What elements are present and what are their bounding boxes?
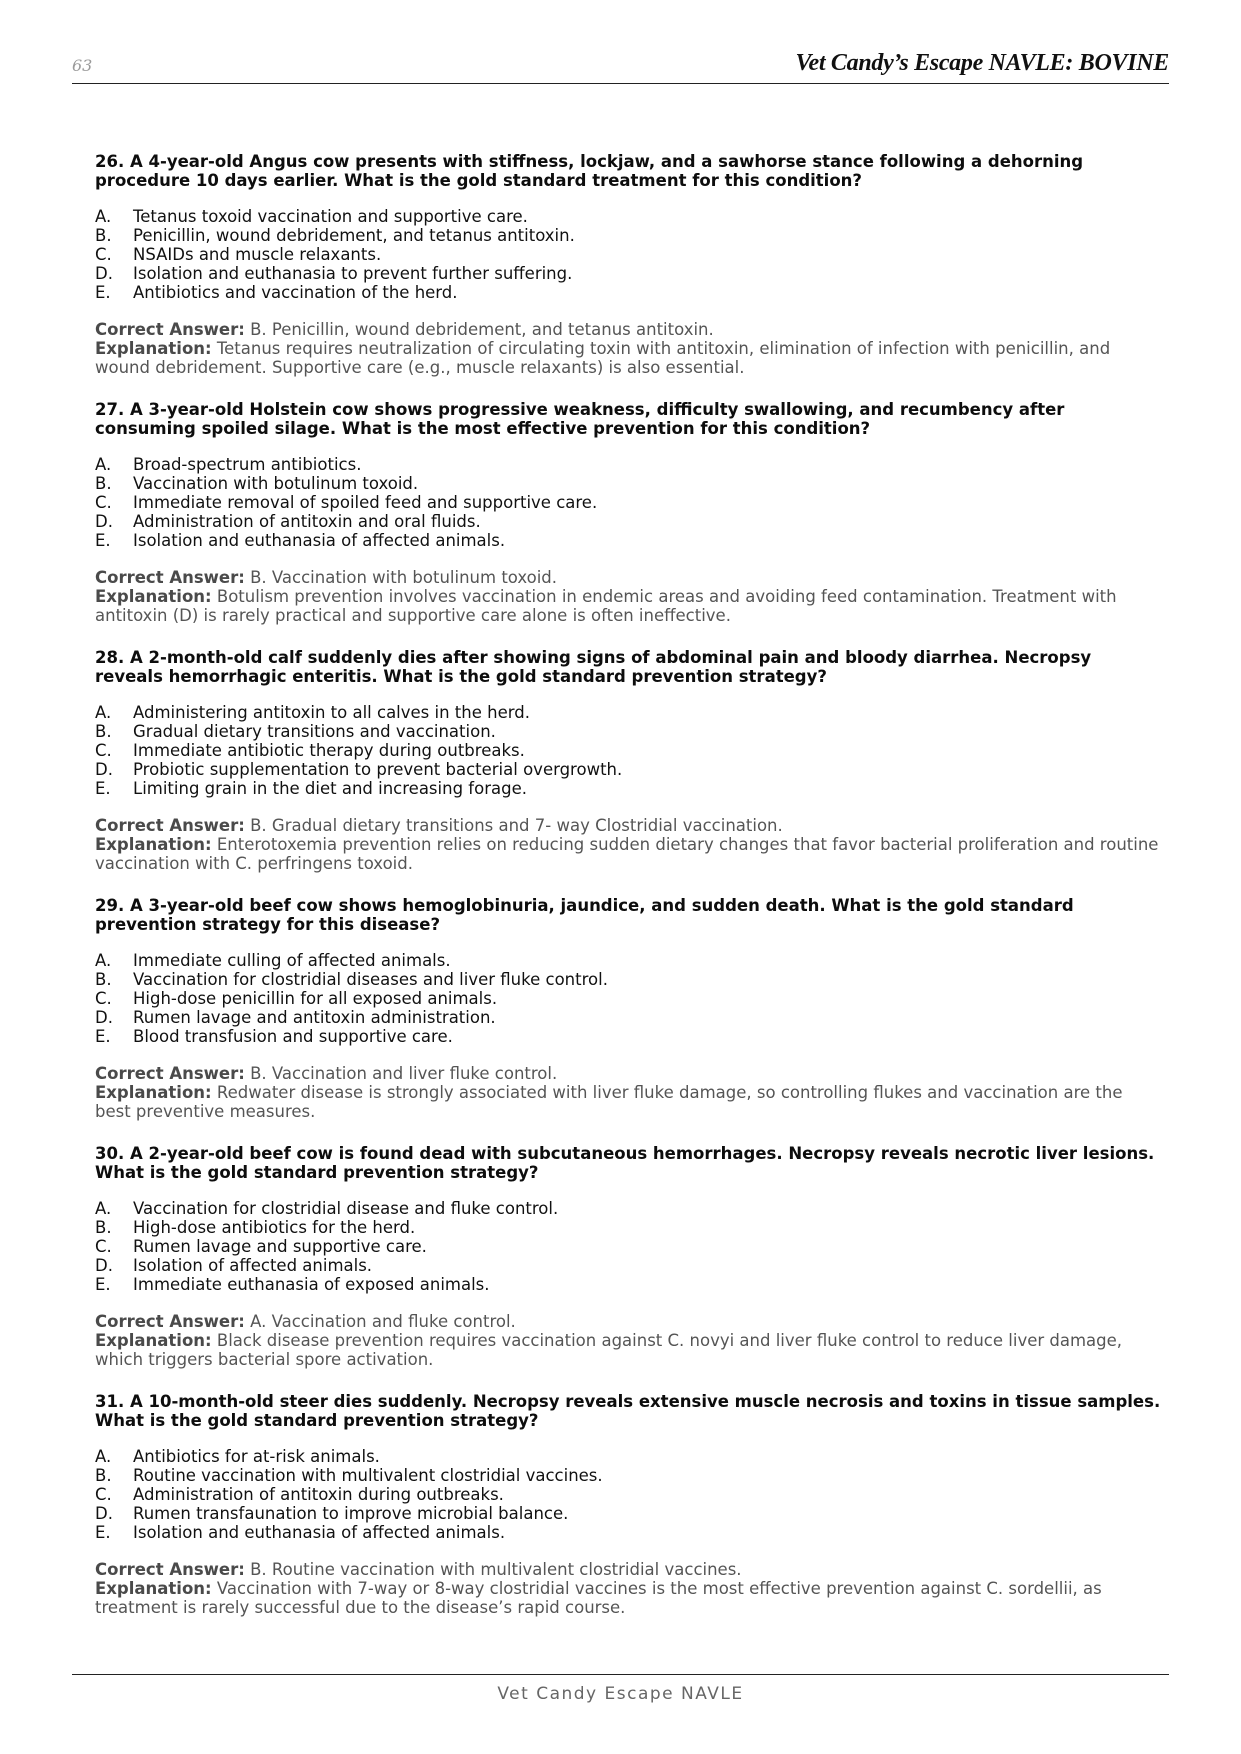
option-list: [95, 207, 1161, 302]
option-text: Vaccination for clostridial disease and fluke control.: [133, 1199, 559, 1218]
option-b: [95, 1466, 1161, 1485]
option-c: [95, 245, 1161, 264]
explanation-text: Black disease prevention requires vaccination against C. novyi and liver fluke control to reduce liver damage, which triggers bacterial spore activation.: [95, 1331, 1123, 1369]
option-text: Vaccination with botulinum toxoid.: [133, 474, 419, 493]
question-title: 29. A 3-year-old beef cow shows hemoglobinuria, jaundice, and sudden death. What is the gold standard prevention strategy for this disease?: [95, 896, 1074, 934]
option-letter: E.: [95, 779, 111, 798]
option-text: Administration of antitoxin and oral fluids.: [133, 512, 481, 531]
option-text: Broad-spectrum antibiotics.: [133, 455, 362, 474]
option-letter: C.: [95, 1237, 112, 1256]
explanation: [95, 339, 1161, 377]
option-c: [95, 989, 1161, 1008]
correct-answer: [95, 1312, 1161, 1331]
correct-answer-label: Correct Answer:: [95, 320, 245, 339]
explanation-label: Explanation:: [95, 1331, 212, 1350]
question-title: 27. A 3-year-old Holstein cow shows progressive weakness, difficulty swallowing, and recumbency after consuming spoiled silage. What is the most effective prevention for this condition?: [95, 400, 1065, 438]
option-text: Penicillin, wound debridement, and tetanus antitoxin.: [133, 226, 575, 245]
explanation-label: Explanation:: [95, 587, 212, 606]
option-text: Isolation and euthanasia of affected animals.: [133, 531, 506, 550]
option-list: [95, 455, 1161, 550]
option-letter: B.: [95, 1218, 112, 1237]
option-letter: E.: [95, 1275, 111, 1294]
correct-answer: [95, 320, 1161, 339]
option-text: Isolation and euthanasia to prevent further suffering.: [133, 264, 573, 283]
option-list: [95, 1447, 1161, 1542]
correct-answer-label: Correct Answer:: [95, 816, 245, 835]
option-a: [95, 1199, 1161, 1218]
correct-answer: [95, 1560, 1161, 1579]
option-letter: E.: [95, 1523, 111, 1542]
question-28: [95, 648, 1161, 873]
question-27: [95, 400, 1161, 625]
option-e: [95, 1027, 1161, 1046]
option-letter: A.: [95, 951, 112, 970]
explanation: [95, 1579, 1161, 1617]
answer-block: [95, 1312, 1161, 1369]
option-b: [95, 226, 1161, 245]
option-list: [95, 1199, 1161, 1294]
option-d: [95, 512, 1161, 531]
explanation: [95, 1083, 1161, 1121]
page-number: 63: [72, 56, 93, 75]
option-text: Blood transfusion and supportive care.: [133, 1027, 453, 1046]
option-a: [95, 455, 1161, 474]
option-letter: B.: [95, 722, 112, 741]
option-letter: B.: [95, 474, 112, 493]
correct-answer-label: Correct Answer:: [95, 1312, 245, 1331]
option-d: [95, 760, 1161, 779]
question-title: 28. A 2-month-old calf suddenly dies after showing signs of abdominal pain and bloody diarrhea. Necropsy reveals hemorrhagic enteritis. What is the gold standard prevention strategy?: [95, 648, 1092, 686]
option-text: Immediate culling of affected animals.: [133, 951, 451, 970]
option-text: Antibiotics and vaccination of the herd.: [133, 283, 458, 302]
explanation-text: Vaccination with 7-way or 8-way clostridial vaccines is the most effective prevention against C. sordellii, as treatment is rarely successful due to the disease’s rapid course.: [95, 1579, 1102, 1617]
explanation-text: Enterotoxemia prevention relies on reducing sudden dietary changes that favor bacterial proliferation and routine vaccination with C. perfringens toxoid.: [95, 835, 1159, 873]
answer-block: [95, 1560, 1161, 1617]
option-text: Routine vaccination with multivalent clostridial vaccines.: [133, 1466, 603, 1485]
correct-answer-text: B. Routine vaccination with multivalent clostridial vaccines.: [250, 1560, 742, 1579]
question-title: 30. A 2-year-old beef cow is found dead with subcutaneous hemorrhages. Necropsy reveals necrotic liver lesions. What is the gold standard prevention strategy?: [95, 1144, 1155, 1182]
answer-block: [95, 816, 1161, 873]
option-letter: A.: [95, 207, 112, 226]
running-header-title: Vet Candy’s Escape NAVLE: BOVINE: [795, 50, 1169, 76]
option-letter: C.: [95, 741, 112, 760]
correct-answer: [95, 816, 1161, 835]
explanation-text: Botulism prevention involves vaccination in endemic areas and avoiding feed contamination. Treatment with antitoxin (D) is rarely practical and supportive care alone is often ineffective.: [95, 587, 1117, 625]
option-letter: E.: [95, 283, 111, 302]
option-letter: A.: [95, 1199, 112, 1218]
option-letter: D.: [95, 1008, 113, 1027]
explanation: [95, 835, 1161, 873]
correct-answer: [95, 568, 1161, 587]
option-a: [95, 1447, 1161, 1466]
option-text: Isolation of affected animals.: [133, 1256, 373, 1275]
correct-answer-text: B. Vaccination and liver fluke control.: [250, 1064, 558, 1083]
option-text: Rumen transfaunation to improve microbial balance.: [133, 1504, 569, 1523]
option-letter: D.: [95, 1256, 113, 1275]
option-letter: D.: [95, 512, 113, 531]
correct-answer-text: B. Penicillin, wound debridement, and tetanus antitoxin.: [250, 320, 714, 339]
explanation: [95, 1331, 1161, 1369]
option-text: Rumen lavage and antitoxin administration.: [133, 1008, 496, 1027]
option-text: Administering antitoxin to all calves in the herd.: [133, 703, 530, 722]
option-a: [95, 207, 1161, 226]
header-divider: [72, 83, 1169, 84]
option-d: [95, 264, 1161, 283]
question-list: [95, 152, 1161, 1640]
option-text: Vaccination for clostridial diseases and liver fluke control.: [133, 970, 608, 989]
option-letter: C.: [95, 493, 112, 512]
option-c: [95, 1237, 1161, 1256]
option-text: Administration of antitoxin during outbreaks.: [133, 1485, 504, 1504]
option-letter: D.: [95, 760, 113, 779]
option-text: High-dose antibiotics for the herd.: [133, 1218, 416, 1237]
option-list: [95, 703, 1161, 798]
option-text: Gradual dietary transitions and vaccination.: [133, 722, 496, 741]
explanation-label: Explanation:: [95, 1083, 212, 1102]
question-26: [95, 152, 1161, 377]
question-title: 31. A 10-month-old steer dies suddenly. Necropsy reveals extensive muscle necrosis and toxins in tissue samples. What is the gold standard prevention strategy?: [95, 1392, 1161, 1430]
option-text: Tetanus toxoid vaccination and supportive care.: [133, 207, 528, 226]
option-a: [95, 703, 1161, 722]
option-e: [95, 1275, 1161, 1294]
option-b: [95, 1218, 1161, 1237]
option-letter: B.: [95, 226, 112, 245]
option-c: [95, 1485, 1161, 1504]
correct-answer-text: A. Vaccination and fluke control.: [250, 1312, 516, 1331]
option-letter: D.: [95, 1504, 113, 1523]
option-text: Immediate euthanasia of exposed animals.: [133, 1275, 490, 1294]
explanation-text: Tetanus requires neutralization of circulating toxin with antitoxin, elimination of infection with penicillin, and wound debridement. Supportive care (e.g., muscle relaxants) is also essential.: [95, 339, 1111, 377]
option-text: Rumen lavage and supportive care.: [133, 1237, 427, 1256]
correct-answer-text: B. Vaccination with botulinum toxoid.: [250, 568, 558, 587]
answer-block: [95, 320, 1161, 377]
option-b: [95, 970, 1161, 989]
option-e: [95, 283, 1161, 302]
option-text: NSAIDs and muscle relaxants.: [133, 245, 382, 264]
question-30: [95, 1144, 1161, 1369]
explanation-text: Redwater disease is strongly associated with liver fluke damage, so controlling flukes and vaccination are the best preventive measures.: [95, 1083, 1123, 1121]
option-letter: C.: [95, 989, 112, 1008]
option-letter: D.: [95, 264, 113, 283]
option-letter: A.: [95, 703, 112, 722]
explanation-label: Explanation:: [95, 339, 212, 358]
option-letter: C.: [95, 1485, 112, 1504]
correct-answer-text: B. Gradual dietary transitions and 7- way Clostridial vaccination.: [250, 816, 783, 835]
option-text: Antibiotics for at-risk animals.: [133, 1447, 380, 1466]
option-text: Isolation and euthanasia of affected animals.: [133, 1523, 506, 1542]
option-d: [95, 1008, 1161, 1027]
explanation: [95, 587, 1161, 625]
option-e: [95, 531, 1161, 550]
option-d: [95, 1504, 1161, 1523]
question-29: [95, 896, 1161, 1121]
option-text: Limiting grain in the diet and increasing forage.: [133, 779, 527, 798]
answer-block: [95, 568, 1161, 625]
footer-text: Vet Candy Escape NAVLE: [497, 1684, 744, 1704]
explanation-label: Explanation:: [95, 1579, 212, 1598]
option-text: High-dose penicillin for all exposed animals.: [133, 989, 498, 1008]
option-text: Immediate removal of spoiled feed and supportive care.: [133, 493, 598, 512]
correct-answer-label: Correct Answer:: [95, 1560, 245, 1579]
question-title: 26. A 4-year-old Angus cow presents with stiffness, lockjaw, and a sawhorse stance following a dehorning procedure 10 days earlier. What is the gold standard treatment for this condition?: [95, 152, 1084, 190]
correct-answer-label: Correct Answer:: [95, 568, 245, 587]
option-d: [95, 1256, 1161, 1275]
option-letter: C.: [95, 245, 112, 264]
option-text: Immediate antibiotic therapy during outbreaks.: [133, 741, 525, 760]
option-e: [95, 1523, 1161, 1542]
option-c: [95, 493, 1161, 512]
explanation-label: Explanation:: [95, 835, 212, 854]
option-letter: E.: [95, 1027, 111, 1046]
answer-block: [95, 1064, 1161, 1121]
footer-divider: [72, 1674, 1169, 1675]
question-31: [95, 1392, 1161, 1617]
option-letter: B.: [95, 970, 112, 989]
option-text: Probiotic supplementation to prevent bacterial overgrowth.: [133, 760, 623, 779]
option-letter: A.: [95, 455, 112, 474]
option-list: [95, 951, 1161, 1046]
option-b: [95, 722, 1161, 741]
option-letter: E.: [95, 531, 111, 550]
option-c: [95, 741, 1161, 760]
option-b: [95, 474, 1161, 493]
option-letter: A.: [95, 1447, 112, 1466]
correct-answer: [95, 1064, 1161, 1083]
correct-answer-label: Correct Answer:: [95, 1064, 245, 1083]
option-a: [95, 951, 1161, 970]
option-letter: B.: [95, 1466, 112, 1485]
option-e: [95, 779, 1161, 798]
